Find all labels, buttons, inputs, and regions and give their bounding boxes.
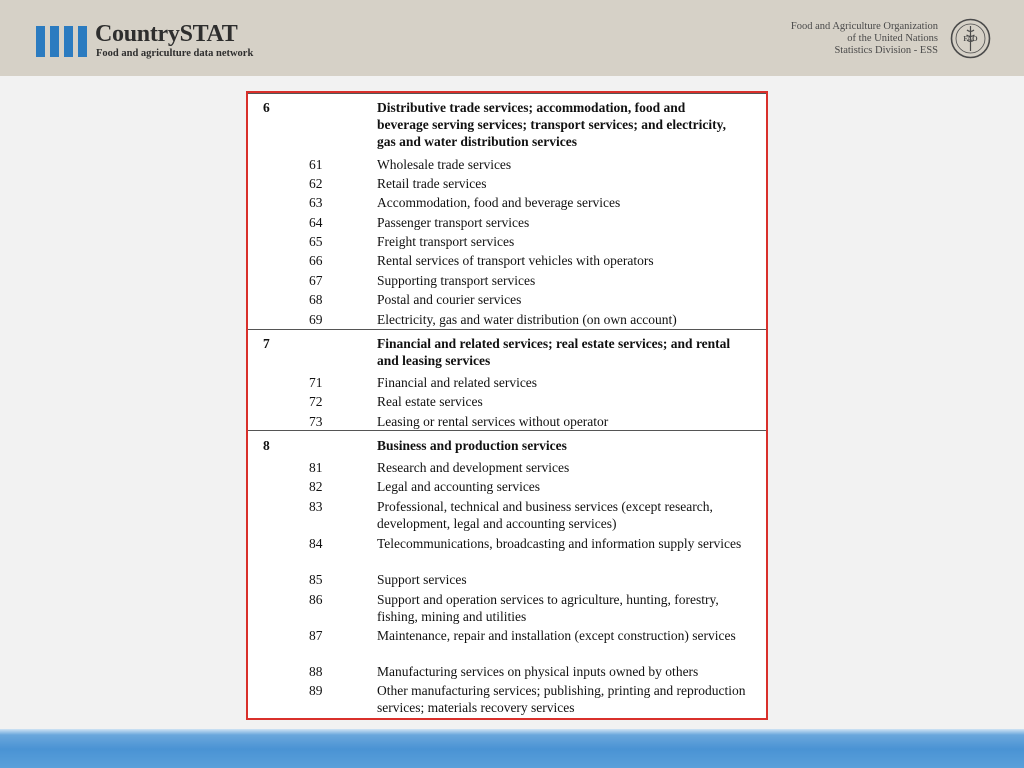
row-code: 86: [309, 592, 323, 607]
svg-text:FAO: FAO: [963, 35, 978, 43]
row-label: Legal and accounting services: [377, 479, 541, 494]
slide-header: [0, 0, 1024, 76]
row-label: Support services: [377, 572, 467, 587]
row-label: Freight transport services: [377, 234, 515, 249]
row-code: 88: [309, 664, 323, 679]
org-line-3: Statistics Division - ESS: [834, 45, 938, 56]
row-code: 73: [309, 414, 323, 429]
row-label: Telecommunications, broadcasting and information supply services: [377, 536, 742, 551]
row-code: 84: [309, 536, 323, 551]
row-label: Leasing or rental services without operator: [377, 414, 609, 429]
table-divider: [248, 430, 766, 431]
row-label: Financial and related services: [377, 375, 538, 390]
row-label: Other manufacturing services; publishing, printing and reproduction services; materials recovery services: [377, 683, 746, 715]
row-code: 89: [309, 683, 323, 698]
brand-title: CountrySTAT: [95, 21, 238, 47]
row-code: 67: [309, 273, 323, 288]
row-label: Accommodation, food and beverage services: [377, 195, 621, 210]
slide-footer-bar: [0, 729, 1024, 768]
row-code: 69: [309, 312, 323, 327]
row-label: Passenger transport services: [377, 215, 530, 230]
section-code: 7: [263, 336, 270, 351]
row-code: 66: [309, 253, 323, 268]
row-code: 63: [309, 195, 323, 210]
organization-name: [791, 21, 938, 57]
table-divider: [248, 93, 766, 94]
row-code: 81: [309, 460, 323, 475]
row-label: Retail trade services: [377, 176, 487, 191]
org-line-2: of the United Nations: [847, 33, 938, 44]
row-code: 71: [309, 375, 323, 390]
section-title: Financial and related services; real estate services; and rental and leasing services: [377, 336, 731, 368]
table-divider: [248, 329, 766, 330]
fao-emblem-icon: [950, 18, 991, 59]
row-code: 83: [309, 499, 323, 514]
row-code: 72: [309, 394, 323, 409]
org-line-1: Food and Agriculture Organization: [790, 21, 938, 32]
row-code: 61: [309, 157, 323, 172]
row-code: 82: [309, 479, 323, 494]
section-code: 8: [263, 438, 270, 453]
row-code: 68: [309, 292, 323, 307]
row-label: Rental services of transport vehicles with operators: [377, 253, 654, 268]
row-code: 87: [309, 628, 323, 643]
row-label: Support and operation services to agriculture, hunting, forestry, fishing, mining and utilities: [377, 592, 719, 624]
row-label: Research and development services: [377, 460, 570, 475]
row-label: Manufacturing services on physical inputs owned by others: [377, 664, 699, 679]
row-code: 62: [309, 176, 323, 191]
row-code: 65: [309, 234, 323, 249]
countrystat-bars-icon: [36, 26, 88, 57]
row-label: Wholesale trade services: [377, 157, 512, 172]
row-label: Real estate services: [377, 394, 483, 409]
services-classification-table: [246, 91, 768, 720]
section-code: 6: [263, 100, 270, 115]
section-title: Business and production services: [377, 438, 567, 453]
row-label: Electricity, gas and water distribution (on own account): [377, 312, 677, 327]
row-label: Professional, technical and business services (except research, development, legal and accounting services): [377, 499, 713, 531]
row-label: Supporting transport services: [377, 273, 536, 288]
brand-subtitle: Food and agriculture data network: [96, 48, 254, 59]
row-label: Postal and courier services: [377, 292, 522, 307]
row-code: 85: [309, 572, 323, 587]
row-label: Maintenance, repair and installation (except construction) services: [377, 628, 736, 643]
row-code: 64: [309, 215, 323, 230]
section-title: Distributive trade services; accommodation, food and beverage serving services; transport services; and electricity, gas and water distribution services: [377, 100, 727, 149]
